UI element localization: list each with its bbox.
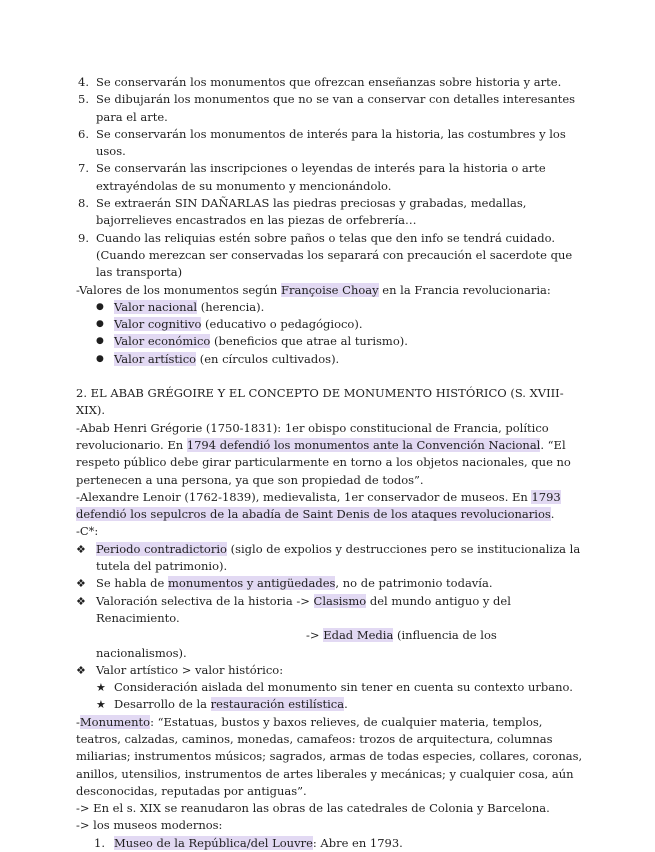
lenoir-paragraph: -Alexandre Lenoir (1762-1839), medievalista, 1er conservador de museos. En 1793 defendió los sepulcros de la abadía de Saint Denis de los ataques revolucionarios. [76,489,561,522]
colonia-line: -> En el s. XIX se reanudaron las obras de las catedrales de Colonia y Barcelona. [76,801,550,816]
list-item: 5. Se dibujarán los monumentos que no se van a conservar con detalles interesantes para el arte. [78,92,576,124]
characteristics-list [76,541,586,679]
document-page [76,74,586,852]
list-item: 8. Se extraerán SIN DAÑARLAS las piedras preciosas y grabadas, medallas, bajorrelieves encastrados en las piezas de orfebrería… [78,196,527,228]
list-item: 7. Se conservarán las inscripciones o leyendas de interés para la historia o arte extrayéndolas de su monumento y mencionándolo. [78,161,546,193]
list-item: ❖ Se habla de monumentos y antigüedades, no de patrimonio todavía. [76,575,586,592]
list-item: ● Valor cognitivo (educativo o pedagógioco). [76,316,586,333]
diamond-bullet-icon: ❖ [76,594,86,608]
numbered-list [76,74,586,282]
star-bullet-icon: ★ [96,698,106,712]
list-item: ● Valor artístico (en círculos cultivados). [76,351,586,368]
diamond-bullet-icon: ❖ [76,577,86,591]
diamond-bullet-icon: ❖ [76,663,86,677]
list-item: ● Valor nacional (herencia). [76,299,586,316]
museos-list [76,835,586,852]
valores-list [76,299,586,368]
monumento-definition: -Monumento: “Estatuas, bustos y baxos relieves, de cualquier materia, templos, teatros, calzadas, caminos, monedas, camafeos: trozos de arquitectura, columnas miliarias; instrumentos músicos; sagrados, armas de todas especies, collares, coronas, anillos, utensilios, instrumentos de artes liberales y mecánicas; y cualquier cosa, aún desconocidas, reputadas por antiguas”. [76,714,583,798]
diamond-bullet-icon: ❖ [76,542,86,556]
list-item: 6. Se conservarán los monumentos de interés para la historia, las costumbres y los usos. [78,126,566,159]
c-label: -C*: [76,524,99,539]
list-item: ★ Consideración aislada del monumento sin tener en cuenta su contexto urbano. [76,679,586,696]
list-item: ❖ Valoración selectiva de la historia -> Clasismo del mundo antiguo y del Renacimiento. -> Edad Media (influencia de los nacionalismos). [76,593,511,660]
highlight: Françoise Choay [281,282,379,297]
star-list [76,679,586,714]
list-item: 4. Se conservarán los monumentos que ofrezcan enseñanzas sobre historia y arte. [78,75,562,89]
museos-line: -> los museos modernos: [76,818,223,833]
star-bullet-icon: ★ [96,681,106,695]
list-item: ❖ Periodo contradictorio (siglo de expolios y destrucciones pero se institucionaliza la tutela del patrimonio). [76,541,581,574]
list-item: ★ Desarrollo de la restauración estilística. [76,696,586,713]
list-item: 1. Museo de la República/del Louvre: Abre en 1793. [94,835,403,850]
section-heading: 2. EL ABAB GRÉGOIRE Y EL CONCEPTO DE MONUMENTO HISTÓRICO (S. XVIII-XIX). [76,386,564,418]
list-item: ❖ Valor artístico > valor histórico: [76,662,586,679]
valores-intro: -Valores de los monumentos según Françoise Choay en la Francia revolucionaria: [76,282,551,297]
list-item: ● Valor económico (beneficios que atrae al turismo). [76,333,586,350]
gregoire-paragraph: -Abab Henri Grégorie (1750-1831): 1er obispo constitucional de Francia, político revolucionario. En 1794 defendió los monumentos ante la Convención Nacional. “El respeto público debe girar particularmente en torno a los objetos nacionales, que no pertenecen a una persona, ya que son propiedad de todos”. [76,420,571,487]
list-item: 9. Cuando las reliquias estén sobre paños o telas que den info se tendrá cuidado. (Cuando merezcan ser conservadas los separará con precaución el sacerdote que las transporta) [78,230,573,280]
